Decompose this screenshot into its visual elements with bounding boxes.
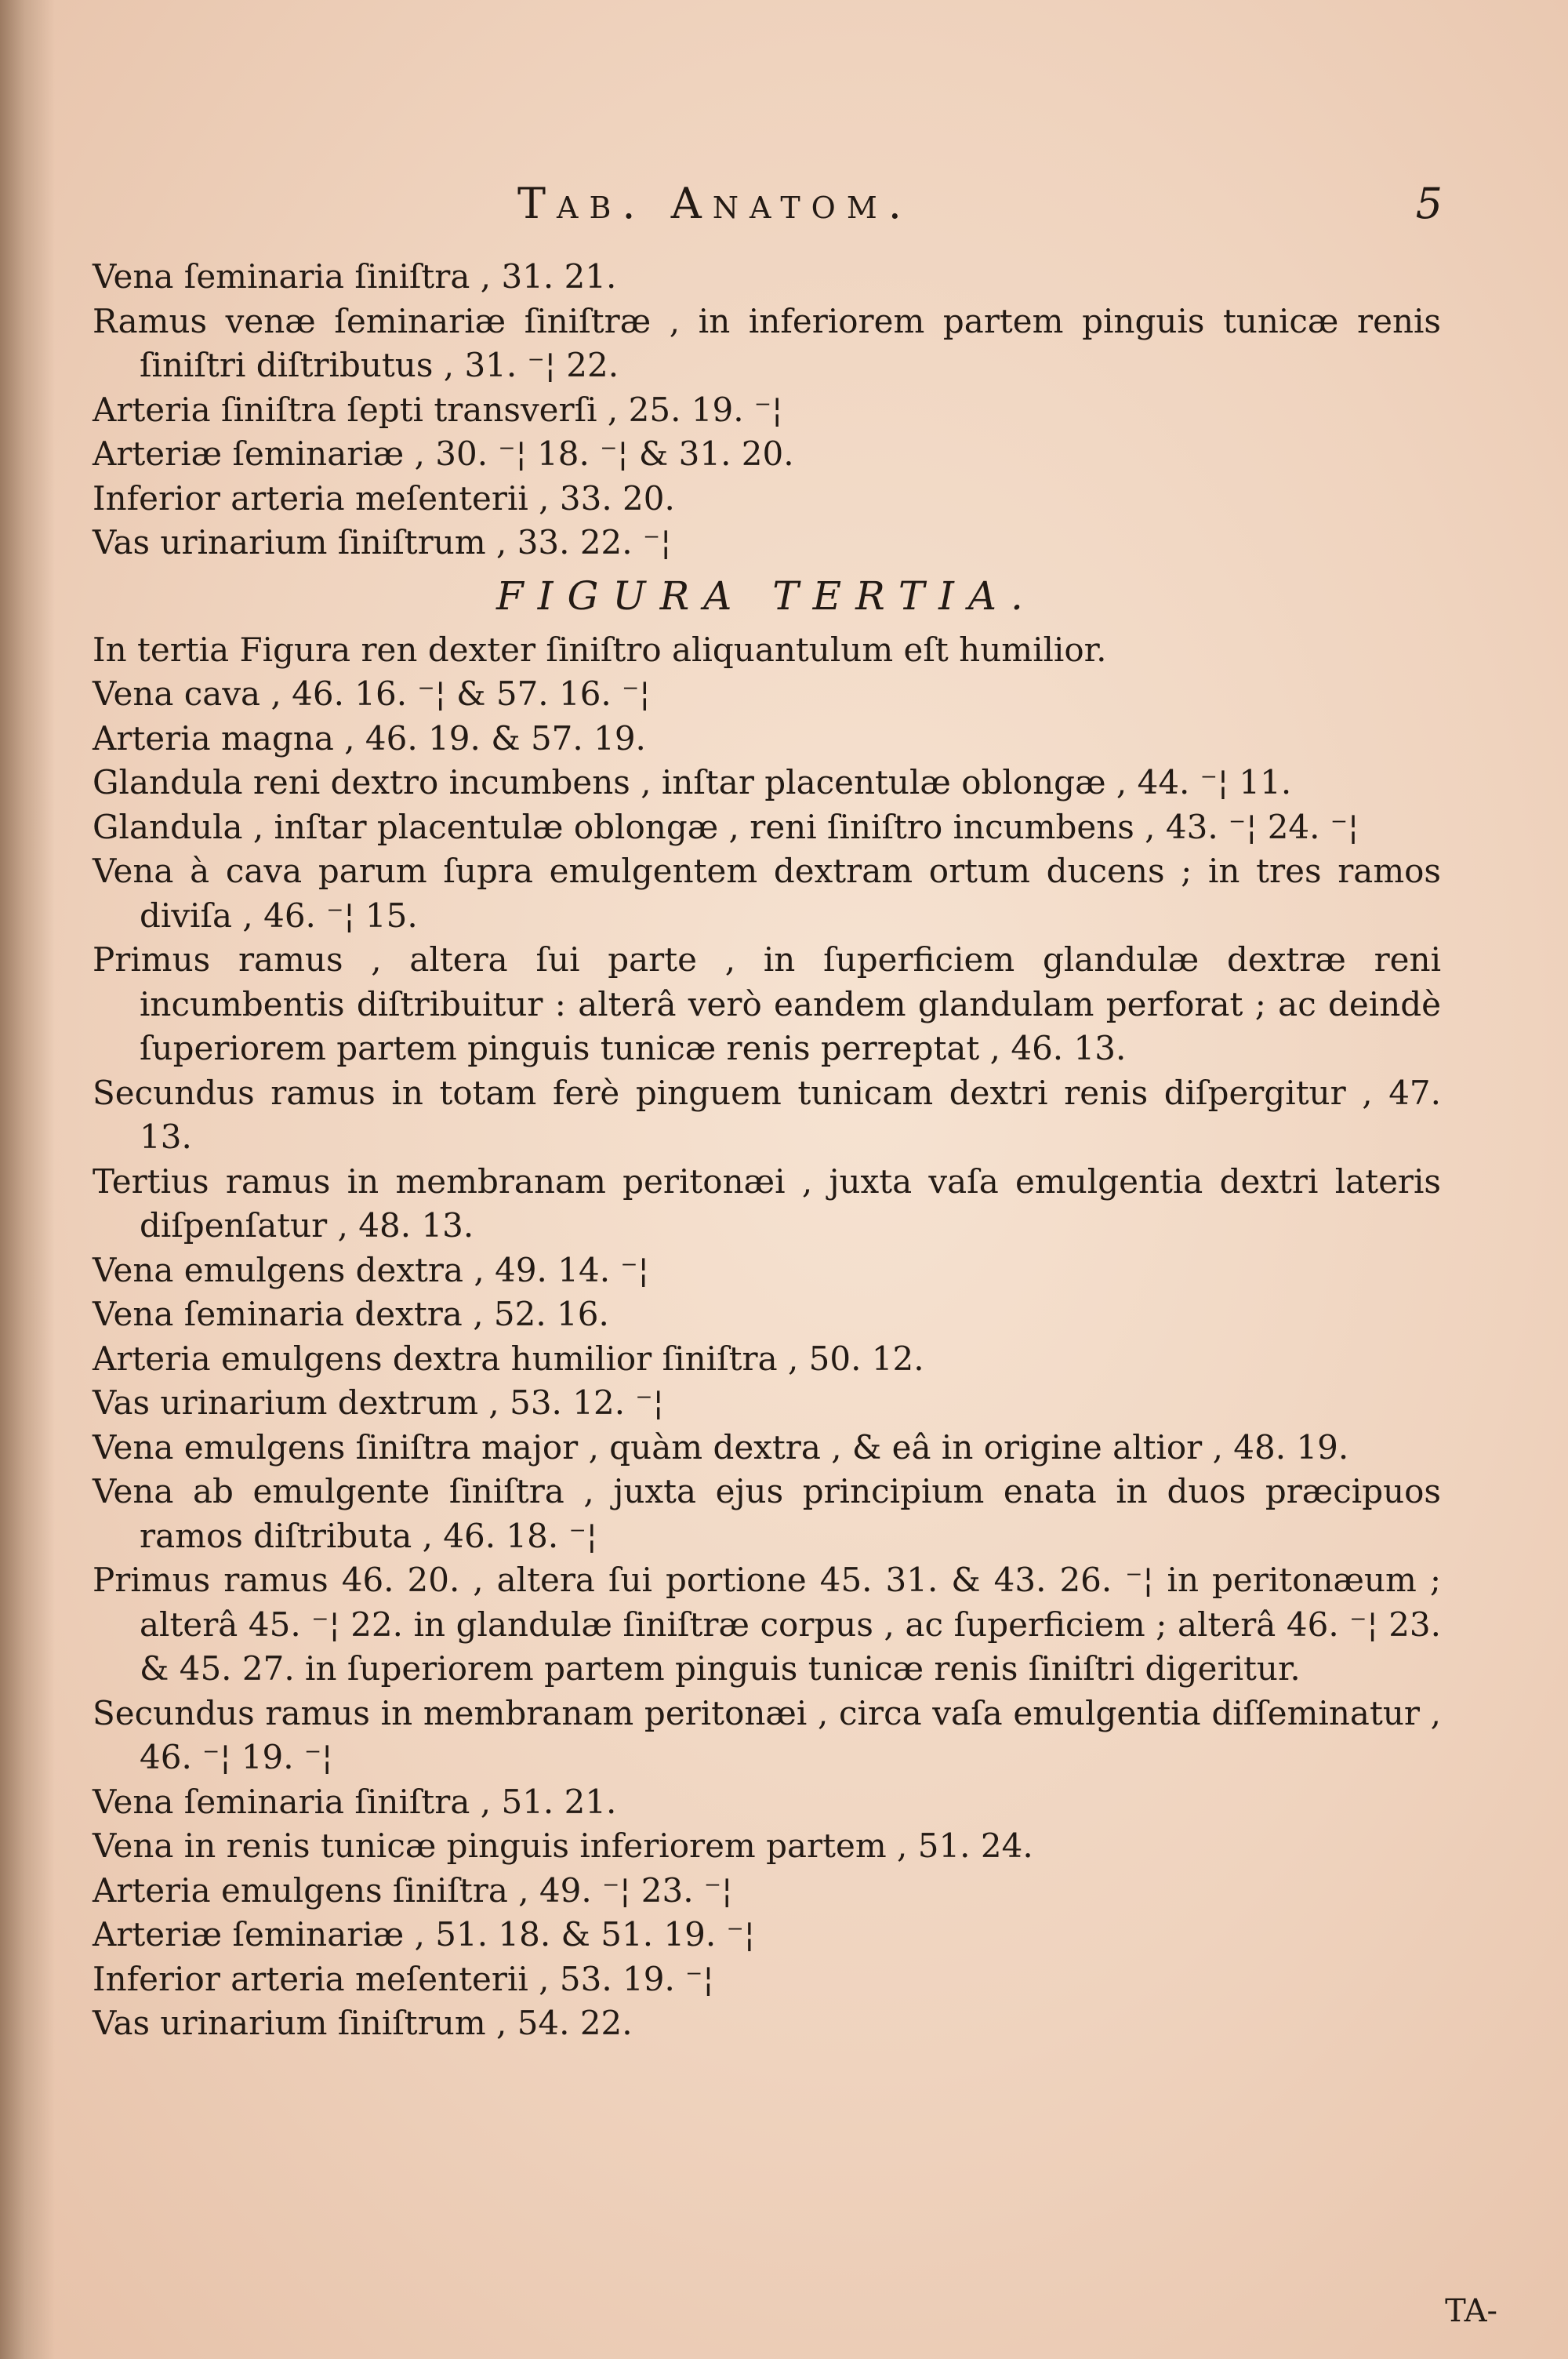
entry: Vena cava , 46. 16. ⁻¦ & 57. 16. ⁻¦ (93, 674, 651, 713)
entry: Vena emulgens ſiniſtra major , quàm dextra , & eâ in origine altior , 48. 19. (93, 1427, 1349, 1467)
entry: Vena à cava parum ſupra emulgentem dextram ortum ducens ; in tres ramos diviſa , 46. ⁻¦ 15. (93, 852, 1441, 935)
page-header (94, 179, 1443, 234)
book-gutter (0, 0, 55, 2359)
page-number: 5 (1415, 179, 1443, 228)
entry: Arteria ſiniſtra ſepti transverſi , 25. 19. ⁻¦ (93, 390, 783, 429)
running-head: Tab. Anatom. (517, 179, 913, 228)
entry: Arteriæ ſeminariæ , 30. ⁻¦ 18. ⁻¦ & 31. 20. (93, 434, 794, 473)
entry: Primus ramus 46. 20. , altera ſui portione 45. 31. & 43. 26. ⁻¦ in peritonæum ; alterâ 45. ⁻¦ 22. in glandulæ ſiniſtræ corpus , ac ſuperficiem ; alterâ 46. ⁻¦ 23. & 45. 27. in ſuperiorem partem pinguis tunicæ renis ſiniſtri digeritur. (93, 1561, 1441, 1688)
entry: Inferior arteria meſenterii , 53. 19. ⁻¦ (93, 1959, 714, 1998)
section-title: FIGURA TERTIA. (496, 572, 1037, 619)
entry: Vena in renis tunicæ pinguis inferiorem partem , 51. 24. (93, 1826, 1033, 1865)
entry: Vas urinarium dextrum , 53. 12. ⁻¦ (93, 1383, 664, 1422)
entry: Arteria emulgens ſiniſtra , 49. ⁻¦ 23. ⁻¦ (93, 1870, 733, 1910)
entry: Arteriæ ſeminariæ , 51. 18. & 51. 19. ⁻¦ (93, 1915, 755, 1954)
entry: Vena ſeminaria ſiniſtra , 51. 21. (93, 1782, 617, 1821)
catchword: TA- (1445, 2293, 1497, 2329)
entry: Vena ſeminaria ſiniſtra , 31. 21. (93, 257, 617, 296)
entry: Ramus venæ ſeminariæ ſiniſtræ , in inferiorem partem pinguis tunicæ renis ſiniſtri diſtributus , 31. ⁻¦ 22. (93, 301, 1441, 384)
entry: In tertia Figura ren dexter ſiniſtro aliquantulum eſt humilior. (93, 630, 1107, 669)
entry: Vena ſeminaria dextra , 52. 16. (93, 1295, 609, 1333)
entry: Inferior arteria meſenterii , 33. 20. (93, 478, 675, 518)
entry: Secundus ramus in membranam peritonæi , circa vaſa emulgentia diſſeminatur , 46. ⁻¦ 19. ⁻¦ (93, 1693, 1441, 1776)
entry: Vas urinarium ſiniſtrum , 33. 22. ⁻¦ (93, 523, 672, 562)
entry: Vas urinarium ſiniſtrum , 54. 22. (93, 2004, 633, 2042)
entry: Vena ab emulgente ſiniſtra , juxta ejus principium enata in duos præcipuos ramos diſtributa , 46. 18. ⁻¦ (93, 1472, 1441, 1555)
entry: Vena emulgens dextra , 49. 14. ⁻¦ (93, 1250, 649, 1289)
entry: Primus ramus , altera ſui parte , in ſuperficiem glandulæ dextræ reni incumbentis diſtribuitur : alterâ verò eandem glandulam perforat ; ac deindè ſuperiorem partem pinguis tunicæ renis perreptat , 46. 13. (93, 940, 1441, 1067)
page-body (93, 255, 1441, 2046)
entry: Arteria magna , 46. 19. & 57. 19. (93, 718, 646, 758)
entry: Glandula reni dextro incumbens , inſtar placentulæ oblongæ , 44. ⁻¦ 11. (93, 763, 1292, 801)
entry: Tertius ramus in membranam peritonæi , juxta vaſa emulgentia dextri lateris diſpenſatur , 48. 13. (93, 1161, 1441, 1245)
entry: Arteria emulgens dextra humilior ſiniſtra , 50. 12. (93, 1339, 924, 1378)
entry: Glandula , inſtar placentulæ oblongæ , reni ſiniſtro incumbens , 43. ⁻¦ 24. ⁻¦ (93, 807, 1359, 846)
entry: Secundus ramus in totam ferè pinguem tunicam dextri renis diſpergitur , 47. 13. (93, 1073, 1441, 1156)
